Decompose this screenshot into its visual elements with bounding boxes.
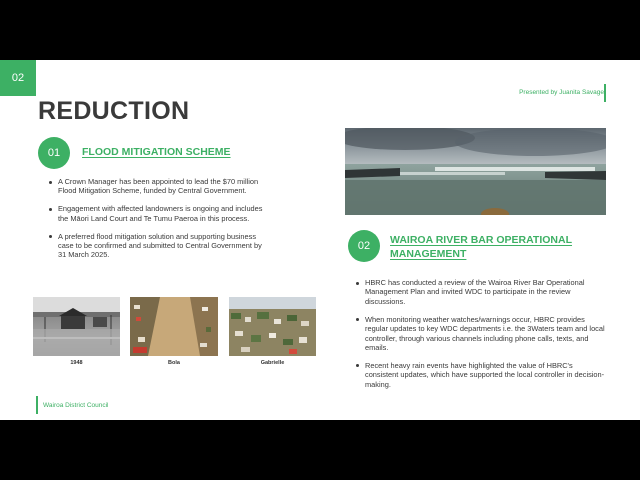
list-item: Recent heavy rain events have highlighted the value of HBRC's consistent updates, which have supported the local controller in decision-making.: [355, 361, 607, 389]
section-number-badge: 02: [348, 230, 380, 262]
list-item: A Crown Manager has been appointed to lead the $70 million Flood Mitigation Scheme, funded by Central Government.: [48, 177, 270, 196]
river-bar-photo: [345, 128, 606, 215]
section-number-badge: 01: [38, 137, 70, 169]
photo-caption-bola: Bola: [168, 360, 180, 366]
list-item: HBRC has conducted a review of the Wairoa River Bar Operational Management Plan and invited WDC to participate in the review discussions.: [355, 278, 607, 306]
river-bar-bullets: [355, 278, 607, 398]
presenter-label: Presented by Juanita Savage: [519, 89, 604, 96]
slide-title: REDUCTION: [38, 97, 190, 125]
list-item: A preferred flood mitigation solution and supporting business case to be confirmed and submitted to Central Government by 31 March 2025.: [48, 232, 270, 260]
slide: [0, 60, 640, 420]
flood-photo-bola: [130, 297, 218, 356]
flood-mitigation-bullets: [48, 177, 270, 268]
list-item: When monitoring weather watches/warnings occur, HBRC provides regular updates to key WDC departments i.e. the 3Waters team and local controller, through various channels including phone calls, texts, and emails.: [355, 315, 607, 353]
footer-organization: Wairoa District Council: [43, 402, 109, 409]
section-heading-flood-mitigation: FLOOD MITIGATION SCHEME: [82, 146, 231, 158]
footer-accent-bar: [36, 396, 38, 414]
flood-photo-1948: [33, 297, 120, 356]
page-number-tab: 02: [0, 60, 36, 96]
photo-caption-gabrielle: Gabrielle: [260, 360, 285, 366]
presenter-accent-bar: [604, 84, 606, 102]
list-item: Engagement with affected landowners is ongoing and includes the Māori Land Court and Te Tumu Paeroa in this process.: [48, 204, 270, 223]
photo-caption-1948: 1948: [70, 360, 83, 366]
flood-photo-gabrielle: [229, 297, 316, 356]
section-heading-river-bar: WAIROA RIVER BAR OPERATIONAL MANAGEMENT: [390, 234, 573, 260]
